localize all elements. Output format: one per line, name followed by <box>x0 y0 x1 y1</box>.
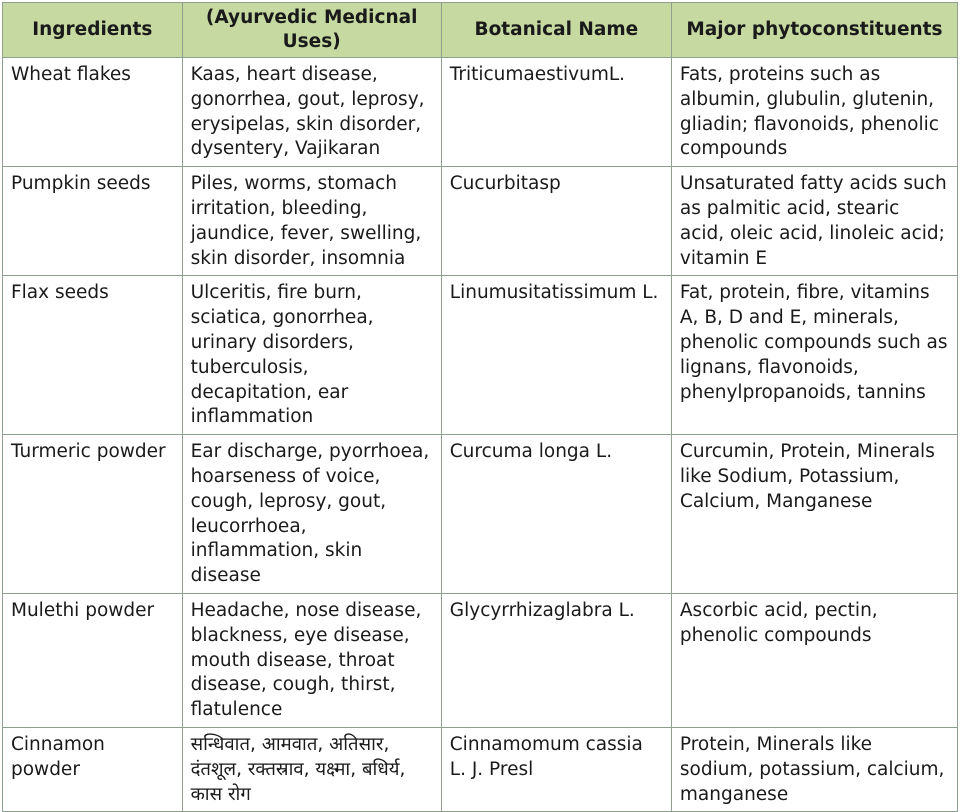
table-row <box>3 435 958 594</box>
uses-cell: Ulceritis, fire burn, sciatica, gonorrhea, urinary disorders, tuberculosis, decapitation, ear inflammation <box>182 276 441 435</box>
phyto-cell: Ascorbic acid, pectin, phenolic compounds <box>671 593 957 727</box>
header-ayurvedic-uses: (Ayurvedic Medicnal Uses) <box>182 3 441 58</box>
botanical-cell: Linumusitatissimum L. <box>441 276 671 435</box>
ingredient-cell: Turmeric powder <box>3 435 183 594</box>
uses-cell: Piles, worms, stomach irritation, bleeding, jaundice, fever, swelling, skin disorder, insomnia <box>182 167 441 276</box>
header-botanical-name: Botanical Name <box>441 3 671 58</box>
ingredient-cell: Mulethi powder <box>3 593 183 727</box>
botanical-cell: Cinnamomum cassia L. J. Presl <box>441 727 671 811</box>
header-phytoconstituents: Major phytoconstituents <box>671 3 957 58</box>
uses-cell: Kaas, heart disease, gonorrhea, gout, leprosy, erysipelas, skin disorder, dysentery, Vajikaran <box>182 58 441 167</box>
ingredient-cell: Flax seeds <box>3 276 183 435</box>
ingredient-cell: Wheat flakes <box>3 58 183 167</box>
uses-cell: सन्धिवात, आमवात, अतिसार, दंतशूल, रक्तस्राव, यक्ष्मा, बधिर्य, कास रोग <box>182 727 441 811</box>
uses-cell: Headache, nose disease, blackness, eye disease, mouth disease, throat disease, cough, thirst, flatulence <box>182 593 441 727</box>
table-row <box>3 593 958 727</box>
ingredients-table <box>2 2 958 812</box>
botanical-cell: Cucurbitasp <box>441 167 671 276</box>
header-row <box>3 3 958 58</box>
ingredient-cell: Pumpkin seeds <box>3 167 183 276</box>
botanical-cell: TriticumaestivumL. <box>441 58 671 167</box>
phyto-cell: Fats, proteins such as albumin, glubulin, glutenin, gliadin; flavonoids, phenolic compounds <box>671 58 957 167</box>
table-row <box>3 727 958 811</box>
phyto-cell: Protein, Minerals like sodium, potassium, calcium, manganese <box>671 727 957 811</box>
phyto-cell: Fat, protein, fibre, vitamins A, B, D and E, minerals, phenolic compounds such as lignans, flavonoids, phenylpropanoids, tannins <box>671 276 957 435</box>
phyto-cell: Unsaturated fatty acids such as palmitic acid, stearic acid, oleic acid, linoleic acid; vitamin E <box>671 167 957 276</box>
table-row <box>3 167 958 276</box>
table-row <box>3 276 958 435</box>
header-ingredients: Ingredients <box>3 3 183 58</box>
uses-cell: Ear discharge, pyorrhoea, hoarseness of voice, cough, leprosy, gout, leucorrhoea, inflammation, skin disease <box>182 435 441 594</box>
table-row <box>3 58 958 167</box>
botanical-cell: Curcuma longa L. <box>441 435 671 594</box>
ingredient-cell: Cinnamon powder <box>3 727 183 811</box>
phyto-cell: Curcumin, Protein, Minerals like Sodium, Potassium, Calcium, Manganese <box>671 435 957 594</box>
botanical-cell: Glycyrrhizaglabra L. <box>441 593 671 727</box>
